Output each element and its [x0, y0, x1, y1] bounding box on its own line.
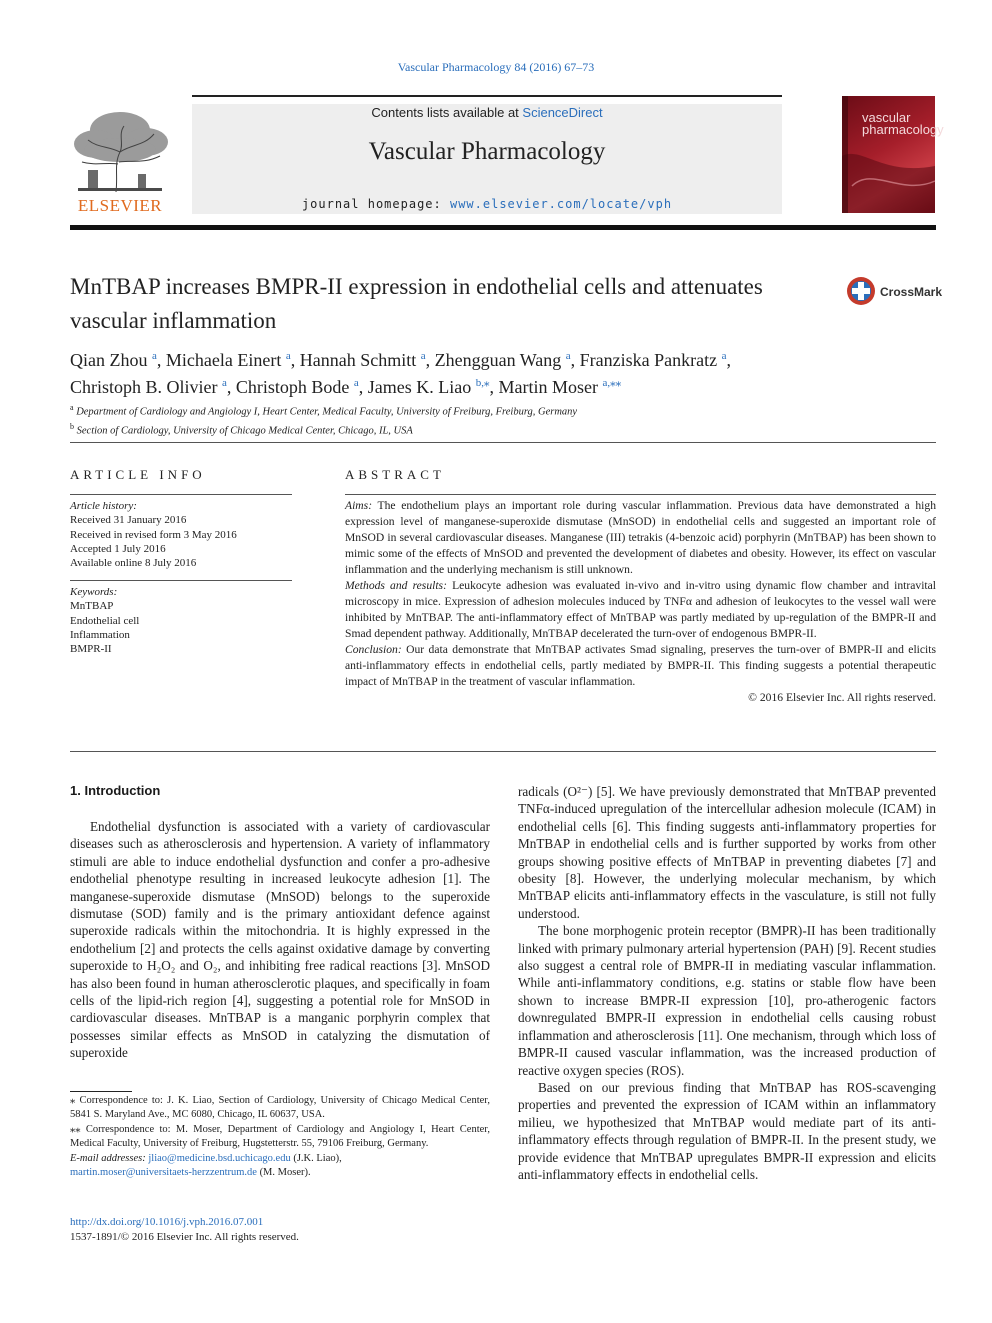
affiliations: [70, 401, 936, 438]
author-affil-marker[interactable]: a: [420, 350, 426, 362]
aims-text: The endothelium plays an important role during vascular inflammation. Previous data have demonstrated a high expression level of manganese-superoxide dismutase (MnSOD) in endothelial cells and suggested an important role of MnSOD in several cardiovascular diseases. Manganese (III) tetrakis (4-benzoic acid) porphyrin (MnTBAP) has been shown to mimic some of the effects of MnSOD and prevented the development of diabetes and obesity. However, its effect on vascular inflammation and the underlying mechanism is still unknown.: [345, 499, 936, 576]
correspondence-footnote: ⁎ Correspondence to: J. K. Liao, Section of Cardiology, University of Chicago Medical Center, 5841 S. Maryland Ave., MC 6080, Chicago, IL 60637, USA.: [70, 1095, 490, 1121]
journal-title: Vascular Pharmacology: [368, 138, 606, 165]
body-paragraph: radicals (O²⁻) [5]. We have previously demonstrated that MnTBAP prevented TNFα-induced upregulation of the intercellular adhesion molecule (ICAM) in endothelial cells [6]. This finding suggests anti-inflammatory properties for MnTBAP in endothelial cells and is further supported by works from other groups showing positive effects of MnTBAP in preventing diabetes [7] and obesity [8]. However, the underlying molecular mechanism, by which MnTBAP elicits anti-inflammatory effects in the vasculature, is still not fully understood.: [518, 784, 936, 921]
author-affil-marker[interactable]: b,⁎: [475, 377, 490, 389]
header-top-rule: [192, 95, 782, 97]
author-affil-marker[interactable]: a: [285, 350, 291, 362]
methods-label: Methods and results:: [345, 579, 447, 592]
body-paragraph: The bone morphogenic protein receptor (BMPR)-II has been traditionally linked with primary pulmonary arterial hypertension (PAH) [9]. Recent studies also suggest a central role of BMPR-II in mediating vascular inflammation. While anti-inflammatory conditions, e.g. statins or stable flow have been shown to increase BMPR-II expression [10], pro-atherogenic factors downregulated BMPR-II expression in endothelial cells causing robust inflammation and atherosclerosis [11]. One mechanism, through which loss of BMPR-II caused vascular inflammation, was the increased production of reactive oxygen species (ROS).: [518, 923, 936, 1078]
keyword-item: BMPR-II: [70, 643, 112, 656]
divider: [70, 494, 292, 495]
keyword-item: Inflammation: [70, 628, 130, 641]
author-separator: ,: [726, 350, 732, 370]
email-label: E-mail addresses:: [70, 1152, 146, 1164]
section-heading-introduction: 1. Introduction: [70, 783, 161, 798]
author-affil-marker[interactable]: a: [151, 350, 157, 362]
author-name[interactable]: Martin Moser: [498, 377, 599, 397]
author-affil-marker[interactable]: a: [721, 350, 727, 362]
copyright-notice: © 2016 Elsevier Inc. All rights reserved.: [748, 691, 936, 704]
abstract-heading: ABSTRACT: [345, 467, 445, 482]
divider: [70, 751, 936, 752]
author-name[interactable]: Franziska Pankratz: [579, 350, 718, 370]
history-item: Accepted 1 July 2016: [70, 542, 166, 555]
abstract-conclusion: [345, 642, 936, 690]
doi-link[interactable]: http://dx.doi.org/10.1016/j.vph.2016.07.001: [70, 1216, 264, 1228]
author-separator: ,: [489, 377, 499, 397]
cover-title: vascular pharmacology: [862, 110, 944, 137]
author-separator: ,: [226, 377, 236, 397]
divider: [70, 442, 936, 443]
keyword-item: MnTBAP: [70, 600, 114, 613]
history-item: Received 31 January 2016: [70, 514, 187, 527]
journal-homepage: journal homepage: www.elsevier.com/locate/vph: [301, 197, 673, 211]
author-affil-marker[interactable]: a: [565, 350, 571, 362]
journal-citation-link[interactable]: Vascular Pharmacology 84 (2016) 67–73: [397, 60, 595, 74]
article-history-label: Article history:: [70, 500, 137, 512]
footnote-rule: [70, 1091, 132, 1092]
correspondence-footnote: ⁎⁎ Correspondence to: M. Moser, Department of Cardiology and Angiology I, Heart Center, Medical Faculty, University of Freiburg, Hugstetterstr. 55, 79106 Freiburg, Germany.: [70, 1123, 490, 1150]
email-footnote: [70, 1152, 490, 1181]
abstract-methods: [345, 578, 936, 642]
elsevier-logo[interactable]: [68, 104, 172, 216]
crossmark-badge[interactable]: [846, 276, 942, 310]
homepage-link[interactable]: www.elsevier.com/locate/vph: [449, 197, 673, 211]
author-affil-marker[interactable]: a: [222, 377, 227, 389]
author-name[interactable]: Christoph B. Olivier: [70, 377, 218, 397]
divider: [345, 494, 936, 495]
footnotes: [70, 1094, 490, 1180]
conclusion-label: Conclusion:: [345, 643, 402, 656]
author-name[interactable]: James K. Liao: [367, 377, 472, 397]
affiliation-item: [70, 420, 936, 439]
journal-cover-thumbnail[interactable]: [842, 96, 944, 213]
author-separator: ,: [290, 350, 300, 370]
body-right-column: [518, 783, 936, 1183]
affiliation-marker: a: [70, 403, 74, 412]
aims-label: Aims:: [345, 499, 373, 512]
article-info-heading: ARTICLE INFO: [70, 467, 206, 482]
cover-art-image: [842, 96, 935, 213]
email-owner: (M. Moser).: [256, 1167, 311, 1179]
email-link[interactable]: jliao@medicine.bsd.uchicago.edu: [148, 1152, 291, 1164]
crossmark-icon: [846, 276, 876, 306]
author-name[interactable]: Qian Zhou: [70, 350, 148, 370]
conclusion-text: Our data demonstrate that MnTBAP activates Smad signaling, preserves the turn-over of BMPR-II and elicits anti-inflammatory effects in endothelial cells, partly mediated by BMPR-II. This finding suggests a potential therapeutic impact of MnTBAP in the treatment of vascular inflammation.: [345, 643, 936, 688]
elsevier-wordmark: ELSEVIER: [77, 196, 163, 215]
author-affil-marker[interactable]: a,⁎⁎: [602, 377, 622, 389]
author-separator: ,: [570, 350, 580, 370]
affiliation-item: [70, 401, 936, 420]
affiliation-text: Section of Cardiology, University of Chicago Medical Center, Chicago, IL, USA: [76, 425, 413, 436]
email-link[interactable]: martin.moser@universitaets-herzzentrum.de: [70, 1167, 257, 1179]
author-name[interactable]: Hannah Schmitt: [299, 350, 417, 370]
email-owner: (J.K. Liao),: [290, 1152, 342, 1164]
body-paragraph: Based on our previous finding that MnTBAP has ROS-scavenging properties and prevented the expression of ICAM within an inflammatory milieu, we hypothesized that MnTBAP would mediate part of its anti-inflammatory effects through regulation of BMPR-II. In the present study, we provide evidence that MnTBAP upregulates BMPR-II expression and elicits anti-inflammatory effects in endothelial cells.: [518, 1079, 936, 1182]
divider: [70, 580, 292, 581]
author-separator: ,: [425, 350, 435, 370]
crossmark-label: CrossMark: [880, 285, 943, 299]
author-list: [70, 345, 936, 399]
contents-availability: Contents lists available at ScienceDirect: [371, 105, 603, 120]
author-name[interactable]: Michaela Einert: [165, 350, 282, 370]
author-separator: ,: [358, 377, 368, 397]
abstract-body: [345, 498, 936, 706]
keywords: [70, 585, 292, 656]
body-paragraph: Endothelial dysfunction is associated with a variety of cardiovascular diseases such as atherosclerosis and hypertension. A variety of inflammatory stimuli are able to induce endothelial dysfunction and confer a pro-adhesive endothelial phenotype resulting in increased leukocyte adhesion [1]. The manganese-superoxide dismutase (MnSOD) belongs to the superoxide dismutase (SOD) family and is the primary antioxidant defence against superoxide radicals within the mitochondria. It is highly expressed in the endothelium [2] and protects the cells against oxidative damage by converting superoxide to H₂O₂ and O₂, and inhibiting free radical reactions [3]. MnSOD has also been found in human atherosclerotic plaques, and specifically in foam cells of the lipid-rich region [4], suggesting a potential role for MnSOD in cardiovascular diseases. MnTBAP is a manganic porphyrin complex that possesses similar effects as MnSOD in catalyzing the dismutation of superoxide: [70, 819, 490, 1061]
author-affil-marker[interactable]: a: [353, 377, 359, 389]
affiliation-marker: b: [70, 421, 74, 431]
article-history: [70, 499, 292, 570]
affiliation-text: Department of Cardiology and Angiology I, Heart Center, Medical Faculty, University of Freiburg, Freiburg, Germany: [76, 406, 578, 418]
author-name[interactable]: Christoph Bode: [235, 377, 350, 397]
sciencedirect-link[interactable]: ScienceDirect: [522, 105, 603, 120]
author-separator: ,: [156, 350, 166, 370]
issn-copyright: 1537-1891/© 2016 Elsevier Inc. All rights reserved.: [70, 1231, 299, 1243]
history-item: Available online 8 July 2016: [70, 557, 197, 570]
abstract-aims: [345, 498, 936, 578]
doi-block: [70, 1215, 299, 1245]
header-bottom-rule: [70, 225, 936, 230]
body-left-column: [70, 818, 490, 1062]
methods-text: Leukocyte adhesion was evaluated in-vivo and in-vitro using dynamic flow chamber and intravital microscopy in mice. Expression of adhesion molecules induced by TNFα and adhesion of leukocytes to the vessel wall were inhibited by MnTBAP. The anti-inflammatory effect of MnTBAP was partly mediated by up-regulation of the BMPR-II and Smad dependent pathway. Additionally, MnTBAP decelerated the turn-over of endogenous BMPR-II.: [345, 579, 937, 640]
article-title: MnTBAP increases BMPR-II expression in endothelial cells and attenuates vascular inflammation: [70, 274, 763, 333]
keywords-label: Keywords:: [70, 586, 118, 598]
author-name[interactable]: Zhengguan Wang: [434, 350, 562, 370]
history-item: Received in revised form 3 May 2016: [70, 528, 237, 541]
keyword-item: Endothelial cell: [70, 614, 140, 627]
elsevier-tree-icon: [68, 104, 172, 196]
